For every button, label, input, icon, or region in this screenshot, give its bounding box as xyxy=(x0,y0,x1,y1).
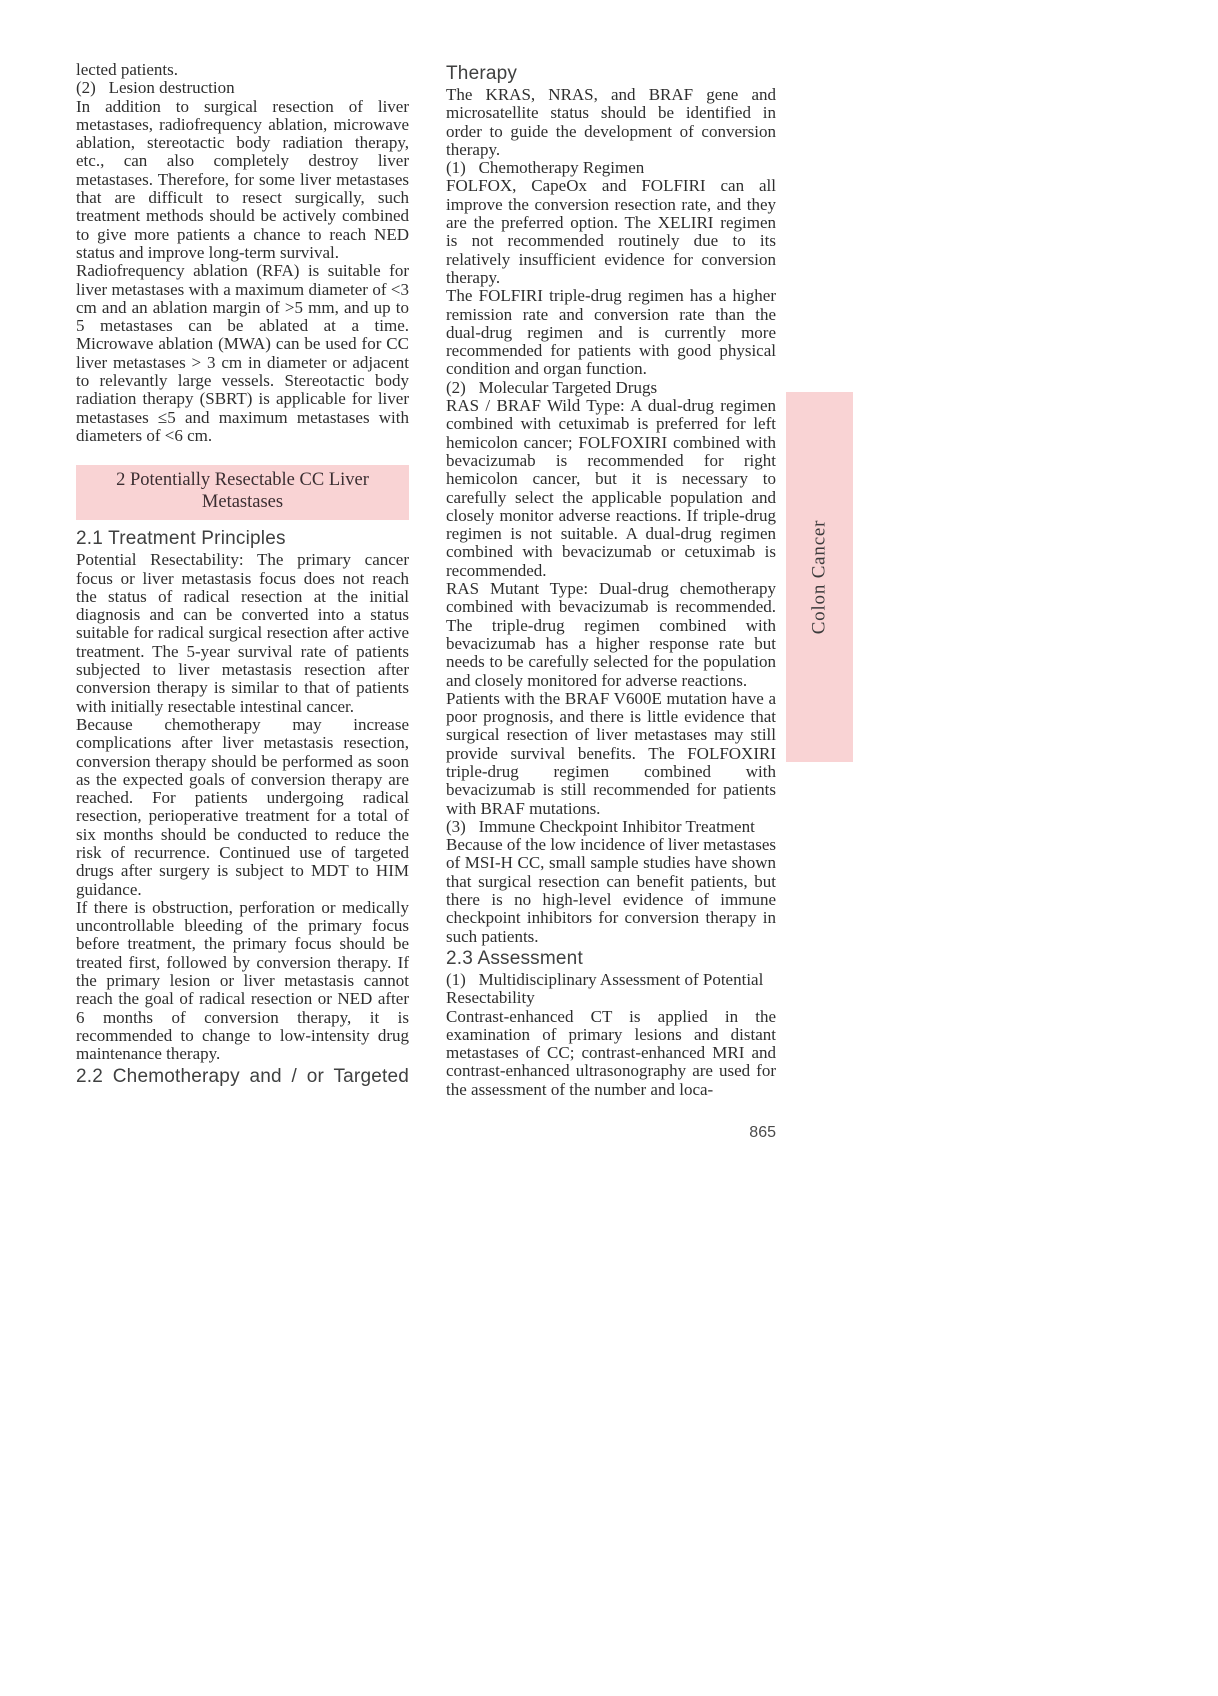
paragraph-potential-resectability: Potential Resectability: The primary cancer focus or liver metastasis focus does not reach the status of radical resection at the initial diagnosis and can be converted into a status suitable for radical surgical resection after active treatment. The 5-year survival rate of patients subjected to liver metastasis resection after conversion therapy is similar to that of patients with initially resectable intestinal cancer. xyxy=(76,550,409,716)
chapter-tab-label: Colon Cancer xyxy=(808,519,830,635)
chapter-tab-colon-cancer xyxy=(786,392,853,762)
paragraph-gene-status: The KRAS, NRAS, and BRAF gene and microsatellite status should be identified in order to guide the development of conversion therapy. xyxy=(446,85,776,159)
paragraph-ras-mutant-type: RAS Mutant Type: Dual-drug chemotherapy combined with bevacizumab is recommended. The triple-drug regimen combined with bevacizumab has a higher response rate but needs to be carefully selected for the population and closely monitored for adverse reactions. xyxy=(446,579,776,690)
left-column xyxy=(76,61,409,1089)
heading-2-1-treatment-principles: 2.1 Treatment Principles xyxy=(76,528,286,550)
list-item-immune-checkpoint-inhibitor: (3) Immune Checkpoint Inhibitor Treatment xyxy=(446,816,755,836)
paragraph-conversion-therapy-timing: Because chemotherapy may increase complications after liver metastasis resection, conversion therapy should be performed as soon as the expected goals of conversion therapy are reached. For patients undergoing radical resection, perioperative treatment for a total of six months should be conducted to reduce the risk of recurrence. Continued use of targeted drugs after surgery is subject to MDT to HIM guidance. xyxy=(76,714,409,899)
paragraph-folfox-regimens: FOLFOX, CapeOx and FOLFIRI can all improve the conversion resection rate, and they are the preferred option. The XELIRI regimen is not recommended routinely due to its relatively insufficient evidence for conversion therapy. xyxy=(446,176,776,287)
paragraph-continuation: lected patients. xyxy=(76,60,178,79)
paragraph-ablation-methods: In addition to surgical resection of liver metastases, radiofrequency ablation, microwave ablation, stereotactic body radiation therapy, etc., can also completely destroy liver metastases. Therefore, for some liver metastases that are difficult to resect surgically, such treatment methods should be actively combined to give more patients a chance to reach NED status and improve long-term survival. xyxy=(76,96,409,262)
heading-2-3-assessment: 2.3 Assessment xyxy=(446,947,583,969)
section-2-heading-box xyxy=(76,465,409,520)
list-item-lesion-destruction: (2) Lesion destruction xyxy=(76,78,235,98)
paragraph-ras-braf-wild-type: RAS / BRAF Wild Type: A dual-drug regimen combined with cetuximab is preferred for left hemicolon cancer; FOLFOXIRI combined with bevacizumab is recommended for right hemicolon cancer, but it is necessary to carefully select the applicable population and closely monitor adverse reactions. If triple-drug regimen is not suitable. A dual-drug regimen combined with bevacizumab or cetuximab is recommended. xyxy=(446,396,776,580)
page-number: 865 xyxy=(749,1124,776,1141)
heading-2-2-chemotherapy-targeted: 2.2 Chemotherapy and / or Targeted xyxy=(76,1065,409,1087)
list-item-chemotherapy-regimen: (1) Chemotherapy Regimen xyxy=(446,158,645,178)
paragraph-obstruction-handling: If there is obstruction, perforation or medically uncontrollable bleeding of the primary focus before treatment, the primary focus should be treated first, followed by conversion therapy. If the primary lesion or liver metastasis cannot reach the goal of radical resection or NED after 6 months of conversion therapy, it is recommended to change to low-intensity drug maintenance therapy. xyxy=(76,897,409,1064)
right-column xyxy=(446,61,776,1099)
paragraph-msi-h-incidence: Because of the low incidence of liver metastases of MSI-H CC, small sample studies have shown that surgical resection can benefit patients, but there is no high-level evidence of immune checkpoint inhibitors for conversion therapy in such patients. xyxy=(446,835,776,946)
list-item-multidisciplinary-assessment: (1) Multidisciplinary Assessment of Potential Resectability xyxy=(446,969,768,1008)
paragraph-folfiri-triple-drug: The FOLFIRI triple-drug regimen has a higher remission rate and conversion rate than the dual-drug regimen and is currently more recommended for patients with good physical condition and organ function. xyxy=(446,286,776,379)
paragraph-rfa-mwa-sbrt: Radiofrequency ablation (RFA) is suitable for liver metastases with a maximum diameter of <3 cm and an ablation margin of >5 mm, and up to 5 metastases can be ablated at a time. Microwave ablation (MWA) can be used for CC liver metastases > 3 cm in diameter or adjacent to relevantly large vessels. Stereotactic body radiation therapy (SBRT) is applicable for liver metastases ≤5 and maximum metastases with diameters of <6 cm. xyxy=(76,261,409,445)
section-2-title: 2 Potentially Resectable CC Liver Metastases xyxy=(116,470,369,512)
paragraph-contrast-enhanced-ct: Contrast-enhanced CT is applied in the examination of primary lesions and distant metastases of CC; contrast-enhanced MRI and contrast-enhanced ultrasonography are used for the assessment of the number and loca- xyxy=(446,1006,776,1099)
list-item-molecular-targeted-drugs: (2) Molecular Targeted Drugs xyxy=(446,377,658,397)
paragraph-braf-v600e: Patients with the BRAF V600E mutation have a poor prognosis, and there is little evidence that surgical resection of liver metastases may still provide survival benefits. The FOLFOXIRI triple-drug regimen combined with bevacizumab is still recommended for patients with BRAF mutations. xyxy=(446,688,776,818)
heading-2-2-therapy-continuation: Therapy xyxy=(446,63,518,84)
